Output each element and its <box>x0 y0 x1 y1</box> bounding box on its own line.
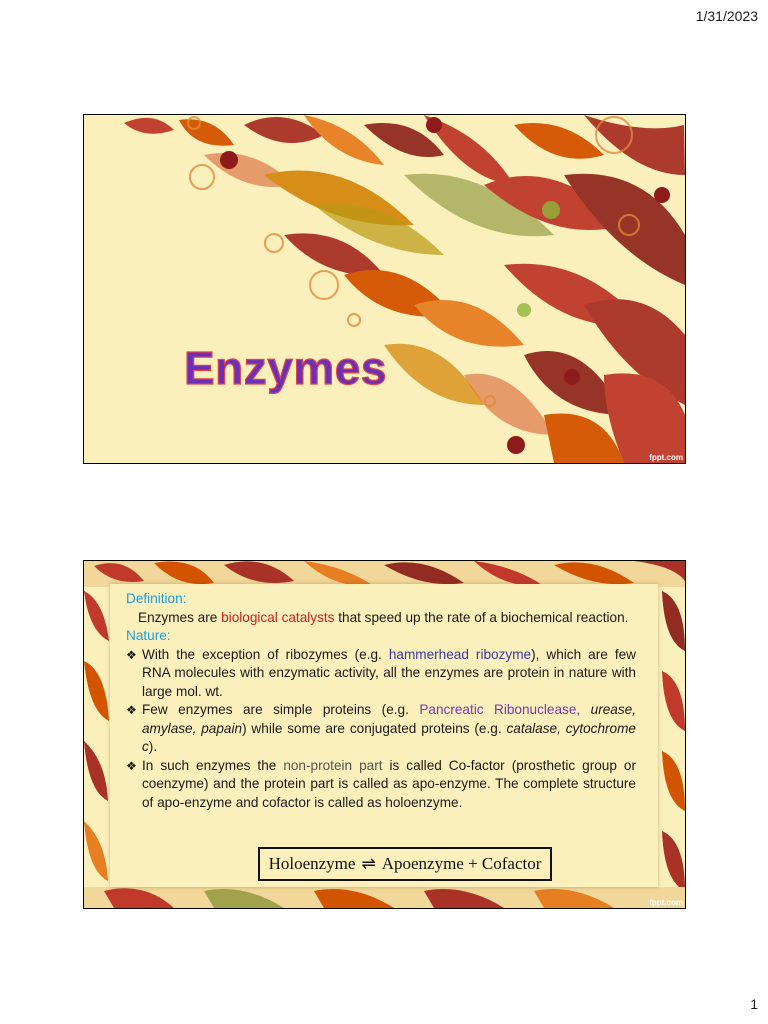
bullet3-highlight: non-protein part <box>283 757 383 773</box>
diamond-bullet-icon: ❖ <box>126 647 137 662</box>
diamond-bullet-icon: ❖ <box>126 703 137 717</box>
bullet-ribozymes <box>126 646 636 702</box>
definition-heading: Definition: <box>126 591 187 606</box>
bullet2-mid: ) while some are conjugated proteins (e.g. <box>242 720 507 736</box>
diamond-bullet-icon: ❖ <box>126 758 137 773</box>
page-number: 1 <box>750 996 758 1012</box>
autumn-leaves-background <box>84 115 685 463</box>
bullet1-post: ), which are few RNA molecules with enzymatic activity, all the enzymes are protein in nature with large mol. wt. <box>142 646 636 699</box>
slide-text <box>126 590 636 812</box>
bullet2-post: ). <box>148 739 158 754</box>
bullet-cofactor <box>126 757 636 813</box>
equilibrium-arrow-icon: ⇌ <box>361 854 376 873</box>
bullet2-highlight: Pancreatic Ribonuclease, <box>419 702 581 717</box>
formula-right: Apoenzyme + Cofactor <box>381 854 542 873</box>
bullet1-pre: With the exception of ribozymes (e.g. <box>142 646 389 662</box>
page-date: 1/31/2023 <box>695 8 758 24</box>
watermark: fppt.com <box>649 453 683 462</box>
bullet1-highlight: hammerhead ribozyme <box>388 646 532 662</box>
title-slide <box>83 114 686 464</box>
definition-highlight: biological catalysts <box>221 609 335 625</box>
bullet2-pre: Few enzymes are simple proteins (e.g. <box>142 702 420 717</box>
definition-pre: Enzymes are <box>138 609 222 625</box>
bullet2-italic2: catalase, cytochrome c <box>142 720 636 754</box>
holoenzyme-formula <box>258 847 552 881</box>
definition-slide <box>83 560 686 909</box>
nature-heading: Nature: <box>126 628 171 643</box>
bullet-simple-proteins <box>126 701 636 757</box>
watermark: fppt.com <box>649 898 683 907</box>
formula-left: Holoenzyme <box>268 854 356 873</box>
bullet2-italic1: urease, amylase, papain <box>142 702 636 736</box>
bullet3-post: is called Co-factor (prosthetic group or coenzyme) and the protein part is called as apo-enzyme. The complete structure of apo-enzyme and cofactor is called as holoenzyme. <box>142 757 636 810</box>
content-panel <box>110 584 658 887</box>
slide-title: Enzymes <box>184 342 387 394</box>
definition-text <box>126 609 636 628</box>
definition-post: that speed up the rate of a biochemical reaction. <box>334 609 629 625</box>
bullet3-pre: In such enzymes the <box>142 757 284 773</box>
